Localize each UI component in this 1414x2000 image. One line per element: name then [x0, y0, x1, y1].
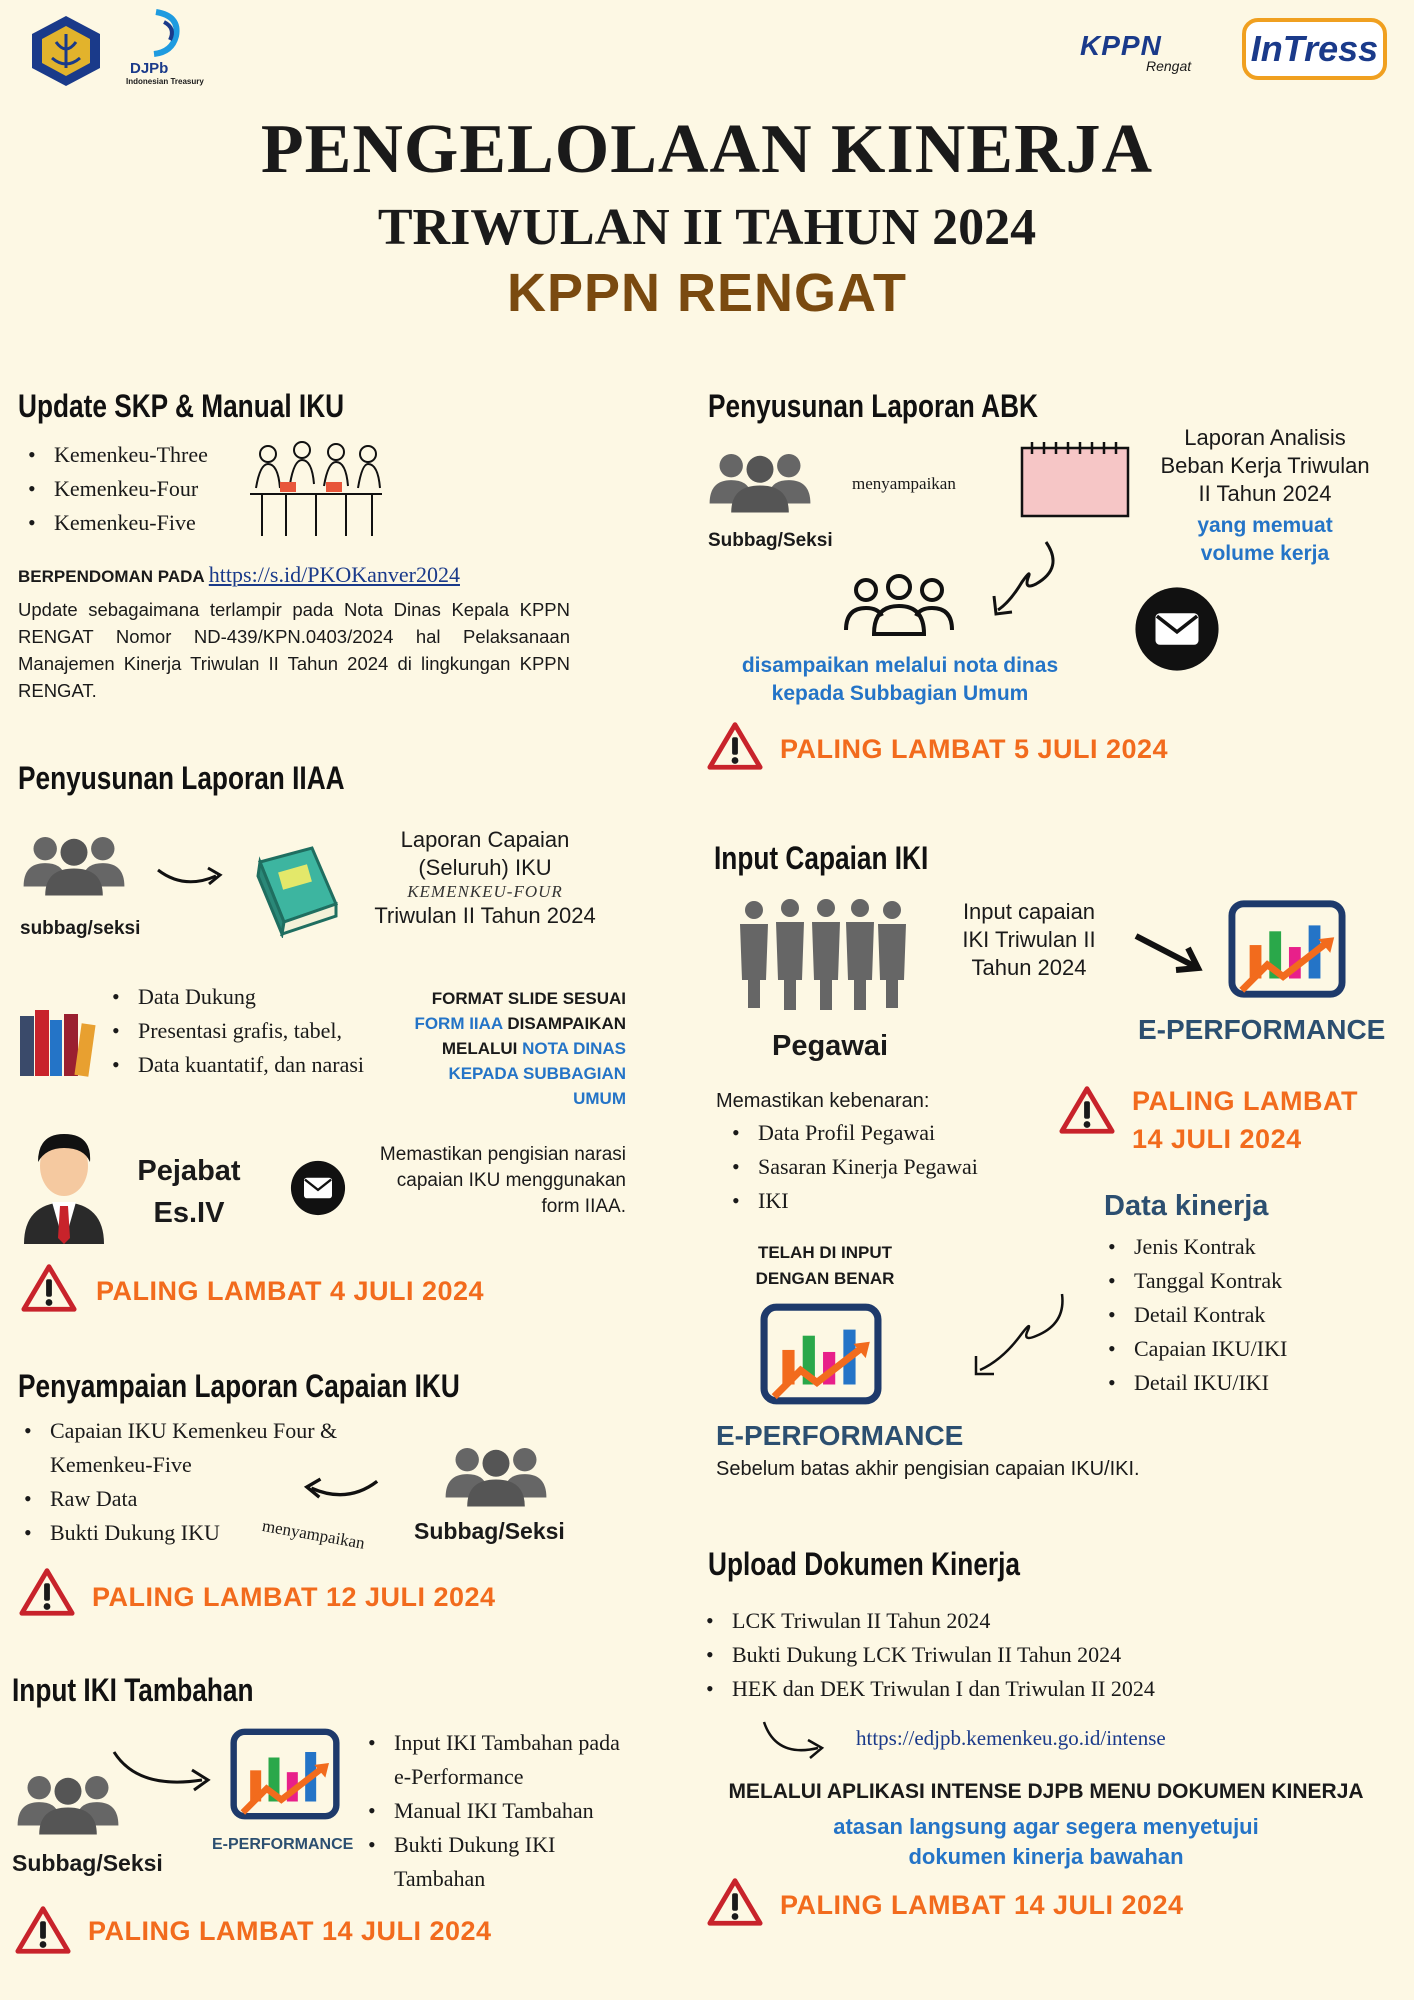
page-subtitle: TRIWULAN II TAHUN 2024: [377, 199, 1037, 256]
abk-blue-line1: yang memuat: [1197, 514, 1333, 537]
iiaa-pejabat: [122, 1150, 256, 1234]
list-item: • HEK dan DEK Triwulan I dan Triwulan II 2024: [696, 1672, 1376, 1706]
penyampaian-deadline: PALING LAMBAT 12 JULI 2024: [92, 1582, 496, 1612]
iiaa-report: [340, 826, 630, 930]
upload-link[interactable]: https://edjpb.kemenkeu.go.id/intense: [856, 1726, 1166, 1750]
skp-paragraph: Update sebagaimana terlampir pada Nota Dinas Kepala KPPN RENGAT Nomor ND-439/KPN.0403/2024 hal Pelaksanaan Manajemen Kinerja Triwulan II Tahun 2024 di lingkungan KPPN RENGAT.: [18, 599, 570, 701]
arrow-curve-icon: [966, 1290, 1070, 1382]
page-title: PENGELOLAAN KINERJA: [260, 111, 1154, 188]
mail-icon: [1134, 586, 1220, 672]
upload-via: MELALUI APLIKASI INTENSE DJPB MENU DOKUMEN KINERJA: [728, 1780, 1364, 1803]
list-item: • Capaian IKU Kemenkeu Four & Kemenkeu-Five: [14, 1414, 354, 1482]
list-item: • Kemenkeu-Five: [18, 506, 208, 540]
iiaa-format: [372, 986, 626, 1111]
iiaa-actor: subbag/seksi: [20, 918, 141, 939]
list-item: • Bukti Dukung LCK Triwulan II Tahun 2024: [696, 1638, 1376, 1672]
list-item: • Input IKI Tambahan pada e-Performance: [358, 1726, 628, 1794]
capaian-iki-data-list: [1098, 1230, 1398, 1400]
iiaa-es-label: Es.IV: [153, 1197, 225, 1229]
capaian-iki-deadline-line1: PALING LAMBAT: [1132, 1086, 1358, 1116]
iiaa-format-line1: FORMAT SLIDE SESUAI: [431, 989, 626, 1008]
capaian-iki-inputted: [730, 1240, 920, 1292]
iiaa-format-blue4: UMUM: [573, 1089, 626, 1108]
e-performance-logo-icon: [1228, 898, 1346, 1000]
arrow-right-icon: [152, 860, 226, 890]
book-icon: [250, 842, 342, 938]
employees-silhouette-icon: [734, 896, 910, 1012]
group-icon: [20, 832, 128, 896]
iiaa-report-script: KEMENKEU-FOUR: [407, 882, 563, 901]
iiaa-format-blue3: KEPADA SUBBAGIAN: [448, 1064, 626, 1083]
upload-title: Upload Dokumen Kinerja: [708, 1546, 1021, 1582]
office-title: KPPN RENGAT: [506, 263, 908, 323]
skp-guide-link[interactable]: https://s.id/PKOKanver2024: [208, 562, 460, 587]
capaian-iki-input-line1: Input capaian: [962, 899, 1096, 924]
abk-send: [720, 652, 1080, 708]
list-item: • Kemenkeu-Four: [18, 472, 208, 506]
upload-list: [696, 1604, 1376, 1706]
warning-icon: [706, 720, 764, 772]
iki-tambahan-list: [358, 1726, 628, 1896]
iiaa-format-line3: MELALUI: [441, 1039, 518, 1058]
books-icon: [16, 1004, 102, 1080]
list-item: • Detail Kontrak: [1098, 1298, 1398, 1332]
iiaa-format-blue2: NOTA DINAS: [522, 1039, 626, 1058]
kemenkeu-logo: [26, 12, 106, 90]
capaian-iki-inputted-line2: DENGAN BENAR: [755, 1269, 895, 1288]
group-icon: [706, 448, 814, 514]
arrow-right-icon: [1132, 930, 1204, 978]
upload-note: [696, 1812, 1396, 1872]
warning-icon: [14, 1904, 72, 1956]
abk-deadline: PALING LAMBAT 5 JULI 2024: [780, 734, 1169, 764]
capaian-iki-deadline: [1132, 1082, 1358, 1158]
penyampaian-verb: menyampaikan: [260, 1516, 367, 1553]
capaian-iki-logo2-label: E-PERFORMANCE: [716, 1420, 964, 1451]
e-performance-logo-icon: [230, 1726, 340, 1822]
kppn-logo: [1080, 30, 1210, 74]
list-item: • Tanggal Kontrak: [1098, 1264, 1398, 1298]
list-item: • Detail IKU/IKI: [1098, 1366, 1398, 1400]
kppn-logo-sub: Rengat: [1146, 58, 1192, 74]
list-item: • Jenis Kontrak: [1098, 1230, 1398, 1264]
skp-title: Update SKP & Manual IKU: [18, 388, 345, 424]
iiaa-report-line2: (Seluruh) IKU: [418, 855, 552, 880]
iiaa-report-line1: Laporan Capaian: [400, 827, 570, 852]
notepad-icon: [1018, 438, 1132, 520]
list-item: • Bukti Dukung IKI Tambahan: [358, 1828, 628, 1896]
list-item: • LCK Triwulan II Tahun 2024: [696, 1604, 1376, 1638]
abk-send-line2: kepada Subbagian Umum: [771, 682, 1029, 705]
iiaa-report-line3: Triwulan II Tahun 2024: [374, 903, 596, 928]
intress-logo: [1242, 18, 1387, 80]
djpb-label: DJPb: [130, 60, 169, 77]
official-avatar-icon: [22, 1126, 106, 1244]
warning-icon: [706, 1876, 764, 1928]
upload-deadline: PALING LAMBAT 14 JULI 2024: [780, 1890, 1184, 1920]
djpb-sub: Indonesian Treasury: [126, 77, 204, 86]
kppn-logo-text: KPPN: [1080, 30, 1162, 61]
abk-blue-line2: volume kerja: [1200, 542, 1330, 565]
abk-verb: menyampaikan: [852, 474, 956, 493]
e-performance-logo-icon: [760, 1302, 882, 1406]
list-item: • Data kuantatif, dan narasi: [102, 1048, 374, 1082]
list-item: • Manual IKI Tambahan: [358, 1794, 628, 1828]
capaian-iki-input-line2: IKI Triwulan II: [962, 927, 1096, 952]
abk-send-line1: disampaikan melalui nota dinas: [741, 654, 1059, 677]
arrow-curve-icon: [988, 538, 1064, 622]
iiaa-pejabat-label: Pejabat: [137, 1155, 241, 1187]
upload-blue-line2: dokumen kinerja bawahan: [908, 1844, 1184, 1869]
iiaa-title: Penyusunan Laporan IIAA: [18, 760, 345, 796]
list-item: • Raw Data: [14, 1482, 354, 1516]
skp-guide: [18, 562, 460, 588]
capaian-iki-before: Sebelum batas akhir pengisian capaian IKU/IKI.: [716, 1458, 1140, 1480]
group-icon: [14, 1770, 122, 1836]
mail-icon: [290, 1160, 346, 1216]
arrow-curve-icon: [760, 1718, 830, 1762]
list-item: • Presentasi grafis, tabel,: [102, 1014, 374, 1048]
list-item: • Bukti Dukung IKU: [14, 1516, 354, 1550]
iiaa-deadline: PALING LAMBAT 4 JULI 2024: [96, 1276, 485, 1306]
abk-report-line1: Laporan Analisis: [1184, 425, 1346, 450]
upload-blue-line1: atasan langsung agar segera menyetujui: [833, 1814, 1259, 1839]
capaian-iki-logo-label: E-PERFORMANCE: [1138, 1014, 1386, 1045]
capaian-iki-input-line3: Tahun 2024: [971, 955, 1087, 980]
iiaa-format-blue1: FORM IIAA: [414, 1014, 503, 1033]
skp-guide-label: BERPENDOMAN PADA: [18, 567, 205, 586]
team-meeting-illustration: [246, 438, 386, 538]
arrow-curve-icon: [108, 1746, 218, 1796]
capaian-iki-deadline-line2: 14 JULI 2024: [1132, 1124, 1302, 1154]
abk-title: Penyusunan Laporan ABK: [708, 388, 1038, 424]
iki-tambahan-logo-label: E-PERFORMANCE: [212, 1836, 354, 1853]
warning-icon: [1058, 1084, 1116, 1136]
penyampaian-title: Penyampaian Laporan Capaian IKU: [18, 1368, 460, 1404]
capaian-iki-actor: Pegawai: [772, 1030, 889, 1062]
abk-report: [1130, 424, 1400, 568]
list-item: • Data Dukung: [102, 980, 374, 1014]
skp-list: [18, 438, 208, 540]
iiaa-list: [102, 980, 374, 1082]
list-item: • Kemenkeu-Three: [18, 438, 208, 472]
iiaa-ensure: Memastikan pengisian narasi capaian IKU menggunakan form IIAA.: [379, 1144, 626, 1217]
list-item: • Capaian IKU/IKI: [1098, 1332, 1398, 1366]
capaian-iki-data-title: Data kinerja: [1104, 1190, 1269, 1222]
warning-icon: [20, 1262, 78, 1314]
warning-icon: [18, 1566, 76, 1618]
intress-logo-text: InTress: [1250, 28, 1379, 69]
capaian-iki-ensure-list: [722, 1116, 1062, 1218]
list-item: • IKI: [722, 1184, 1062, 1218]
list-item: • Data Profil Pegawai: [722, 1116, 1062, 1150]
penyampaian-actor: Subbag/Seksi: [414, 1518, 565, 1544]
iki-tambahan-deadline: PALING LAMBAT 14 JULI 2024: [88, 1916, 492, 1946]
abk-report-line2: Beban Kerja Triwulan: [1160, 453, 1370, 478]
capaian-iki-inputted-line1: TELAH DI INPUT: [757, 1243, 893, 1262]
abk-report-line3: II Tahun 2024: [1198, 481, 1332, 506]
capaian-iki-title: Input Capaian IKI: [714, 840, 929, 876]
iiaa-format-line2: DISAMPAIKAN: [507, 1014, 626, 1033]
group-icon: [442, 1442, 550, 1508]
iki-tambahan-title: Input IKI Tambahan: [12, 1672, 254, 1708]
list-item: • Sasaran Kinerja Pegawai: [722, 1150, 1062, 1184]
capaian-iki-input: [920, 898, 1138, 982]
people-outline-icon: [842, 574, 956, 638]
djpb-logo: [126, 8, 216, 86]
iki-tambahan-actor: Subbag/Seksi: [12, 1850, 163, 1876]
capaian-iki-ensure-label: Memastikan kebenaran:: [716, 1090, 930, 1112]
arrow-left-icon: [296, 1470, 388, 1504]
abk-actor: Subbag/Seksi: [708, 530, 833, 551]
